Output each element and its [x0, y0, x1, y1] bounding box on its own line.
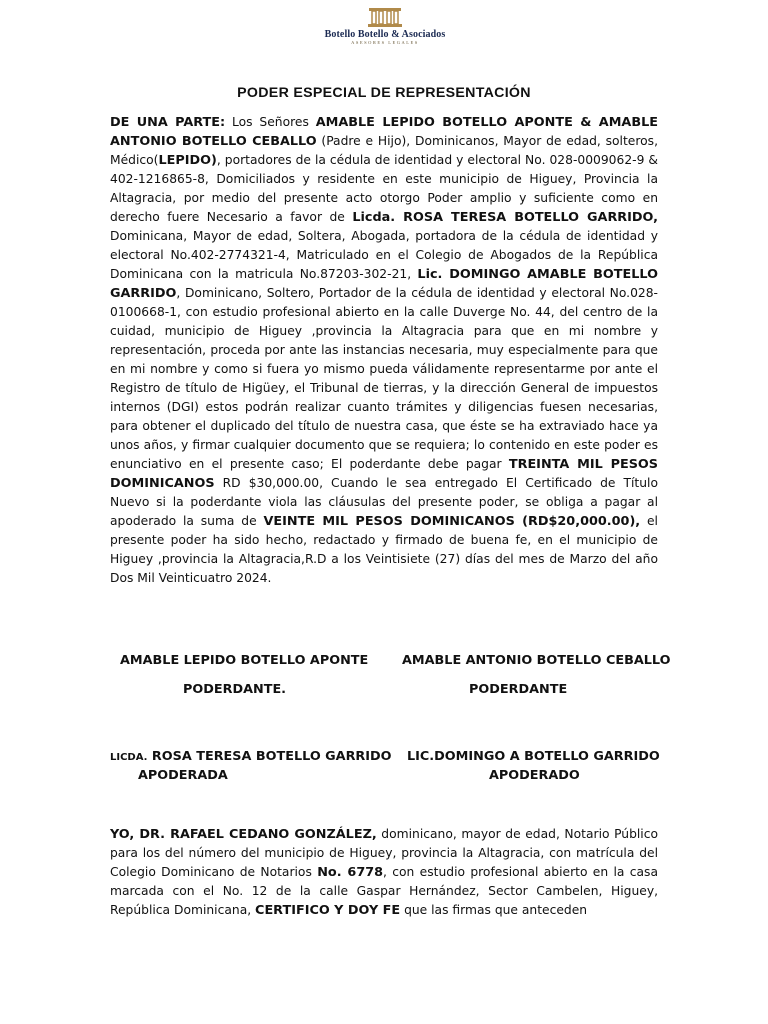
signature-name-1: AMABLE LEPIDO BOTELLO APONTE — [120, 653, 369, 668]
bold-run: DE UNA PARTE: — [110, 115, 226, 130]
bold-run: AMABLE LEPIDO BOTELLO APONTE & AMABLE ANTONIO BOTELLO CEBALLO — [110, 115, 658, 149]
text-run: Padre e Hijo — [326, 134, 402, 148]
bold-run: Licda. ROSA TERESA BOTELLO GARRIDO, — [352, 210, 659, 225]
bold-run: VEINTE MIL PESOS DOMINICANOS (RD$20,000.00), — [263, 514, 641, 529]
firm-logo — [300, 6, 470, 68]
bold-run: CERTIFICO Y DOY FE — [255, 903, 401, 918]
bold-run: TREINTA MIL PESOS DOMINICANOS — [110, 457, 659, 491]
text-run: , portadores de la cédula de identidad y electoral No. 028-0009062-9 & 402-1216865-8, Domiciliados y residente en este municipio de Higuey, Provincia la Altagracia, por medio del presente acto otorgo Poder amplio y suficiente como en derecho fuere Necesario a favor de — [110, 153, 658, 224]
document-title: PODER ESPECIAL DE REPRESENTACIÓN — [237, 85, 531, 101]
text-run: el presente poder ha sido hecho, redactado y firmado de buena fe, en el municipio de Higuey ,provincia la Altagracia,R.D a los Veintisiete (27) días del mes de Marzo del año Dos Mil Veinticuatro 2024. — [110, 514, 658, 585]
signature-role-1: PODERDANTE. — [183, 682, 287, 697]
text-run: , con estudio profesional abierto en la casa marcada con el No. 12 de la calle Gaspar Hernández, Sector Cambelen, Higuey, República Dominicana, — [110, 865, 658, 917]
text-run: , Dominicano, Soltero, Portador de la cédula de identidad y electoral No.028-0100668-1, con estudio profesional abierto en la calle Duverge No. 44, del centro de la cuidad, municipio de Higuey ,provincia la Altagracia para que en mi nombre y representación, proceda por ante las instancias necesaria, muy especialmente para que en mi nombre y como si fuera yo mismo pueda válidamente representarme por ante el Registro de título de Higüey, el Tribunal de tierras, y la dirección General de impuestos internos (DGI) estos podrán realizar cuanto trámites y diligencias fuesen necesarias, para obtener el duplicado del título de nuestra casa, que éste se ha extraviado hace ya unos años, y firmar cualquier documento que se requiera; lo contenido en este poder es enunciativo en el presente caso; El poderdante debe pagar — [110, 286, 658, 471]
bold-run: No. 6778 — [317, 865, 384, 880]
text-run: dominicano, mayor de edad, Notario Público para los del número del municipio de Higuey, provincia la Altagracia, con matrícula del Colegio Dominicano de Notarios — [110, 827, 658, 879]
text-run: que las firmas que anteceden — [400, 903, 588, 917]
signature-name-3 — [110, 749, 392, 764]
bold-run: YO, DR. RAFAEL CEDANO GONZÁLEZ, — [110, 827, 377, 842]
signature-name-2: AMABLE ANTONIO BOTELLO CEBALLO — [402, 653, 671, 668]
text-run: Los Señores — [225, 115, 316, 129]
signature-role-4: APODERADO — [489, 768, 580, 783]
signature-name-4: LIC.DOMINGO A BOTELLO GARRIDO — [407, 749, 660, 764]
bold-run: Lic. DOMINGO AMABLE BOTELLO GARRIDO — [110, 267, 659, 301]
signature-role-3: APODERADA — [138, 768, 228, 783]
text-run: Dominicana, Mayor de edad, Soltera, Abogada, portadora de la cédula de identidad y electoral No.402-2774321-4, Matriculado en el Colegio de Abogados de la República Dominicana con la matricula No.87203-302-21, — [110, 229, 658, 281]
firm-tagline: ASESORES LEGALES — [351, 40, 419, 45]
firm-name: Botello Botello & Asociados — [324, 29, 446, 40]
pillars-icon — [363, 6, 407, 28]
signature-role-2: PODERDANTE — [469, 682, 568, 697]
body-paragraph-1 — [110, 113, 658, 588]
signature-prefix-3: LICDA. — [110, 752, 148, 763]
text-run: RD $30,000.00, Cuando le sea entregado El Certificado de Título Nuevo si la poderdante viola las cláusulas del presente poder, se obliga a pagar al apoderado la suma de — [110, 476, 658, 528]
text-run: ( — [316, 134, 327, 148]
bold-run: LEPIDO) — [158, 153, 217, 168]
body-paragraph-2 — [110, 825, 658, 920]
text-run: ), Dominicanos, Mayor de edad, solteros, Médico( — [110, 134, 658, 167]
signature-name-3-text: ROSA TERESA BOTELLO GARRIDO — [147, 749, 392, 764]
